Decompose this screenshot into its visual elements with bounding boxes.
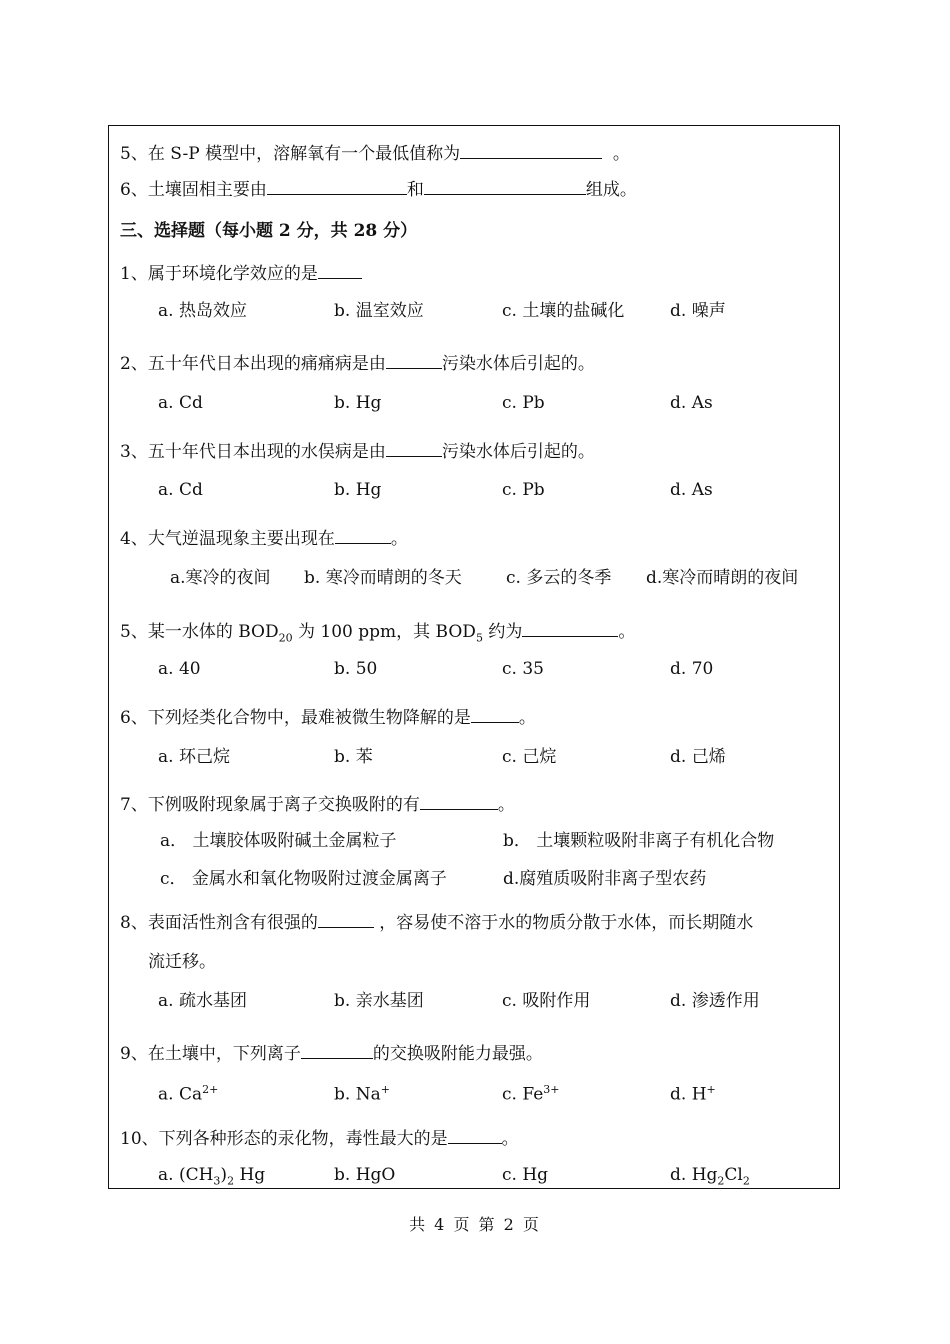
q6-option-b: b. 苯 (334, 747, 373, 767)
q3-option-b: b. Hg (334, 480, 382, 500)
q7-option-b: b． 土壤颗粒吸附非离子有机化合物 (503, 831, 775, 851)
q10-option-d: d. $Hg_2Cl_2$ (670, 1165, 750, 1188)
question-5: 5、某一水体的 $BOD_{20}$ 为 100 ppm，其 $BOD_5$ 约为 。 (120, 622, 636, 645)
question-8-continued: 流迁移。 (148, 952, 216, 972)
q9-option-b: b. Na+ (334, 1083, 390, 1105)
q8-option-c: c. 吸附作用 (502, 991, 591, 1011)
question-3: 3、五十年代日本出现的水俣病是由 污染水体后引起的。 (120, 442, 595, 462)
question-7: 7、下例吸附现象属于离子交换吸附的有 。 (120, 795, 515, 815)
q8-option-d: d. 渗透作用 (670, 991, 760, 1011)
q6-option-d: d. 己烯 (670, 747, 726, 767)
q4-option-c: c. 多云的冬季 (506, 568, 612, 588)
question-1: 1、属于环境化学效应的是 (120, 262, 362, 285)
q1-option-d: d. 噪声 (670, 301, 726, 321)
q7-option-d: d.腐殖质吸附非离子型农药 (503, 869, 707, 889)
q5-option-c: c. 35 (502, 659, 544, 679)
q6-option-a: a. 环己烷 (158, 747, 230, 767)
q10-option-b: b. HgO (334, 1165, 396, 1185)
q2-option-b: b. Hg (334, 393, 382, 413)
q5-option-d: d. 70 (670, 659, 714, 679)
q4-option-d: d.寒冷而晴朗的夜间 (646, 568, 799, 588)
q3-option-d: d. As (670, 480, 713, 500)
q8-option-b: b. 亲水基团 (334, 991, 424, 1011)
q8-option-a: a. 疏水基团 (158, 991, 247, 1011)
question-6: 6、下列烃类化合物中，最难被微生物降解的是 。 (120, 708, 536, 728)
question-4: 4、大气逆温现象主要出现在 。 (120, 529, 408, 549)
q2-option-a: a. Cd (158, 393, 203, 413)
q9-option-a: a. $Ca^{2+}$ (158, 1083, 219, 1105)
section-heading: 三、选择题（每小题 2 分，共 28 分） (120, 221, 418, 241)
q4-option-a: a.寒冷的夜间 (170, 568, 271, 588)
q4-option-b: b. 寒冷而晴朗的冬天 (304, 568, 462, 588)
q6-option-c: c. 己烷 (502, 747, 557, 767)
q2-option-c: c. Pb (502, 393, 545, 413)
question-9: 9、在土壤中，下列离子 的交换吸附能力最强。 (120, 1044, 543, 1064)
question-8: 8、表面活性剂含有很强的 ，容易使不溶于水的物质分散于水体，而长期随水 (120, 913, 754, 933)
q5-option-b: b. 50 (334, 659, 378, 679)
q7-option-c: c． 金属水和氧化物吸附过渡金属离子 (160, 869, 447, 889)
q5-option-a: a. 40 (158, 659, 201, 679)
q10-option-a: a. $(CH_3)_2$ Hg (158, 1165, 266, 1188)
question-10: 10、下列各种形态的汞化物，毒性最大的是 。 (120, 1129, 519, 1149)
q1-option-b: b. 温室效应 (334, 301, 424, 321)
q1-option-a: a. 热岛效应 (158, 301, 247, 321)
q3-option-c: c. Pb (502, 480, 545, 500)
q9-option-c: c. $Fe^{3+}$ (502, 1083, 560, 1105)
q1-option-c: c. 土壤的盐碱化 (502, 301, 625, 321)
q3-option-a: a. Cd (158, 480, 203, 500)
page-footer: 共 4 页 第 2 页 (409, 1215, 541, 1234)
q2-option-d: d. As (670, 393, 713, 413)
question-2: 2、五十年代日本出现的痛痛病是由 污染水体后引起的。 (120, 354, 595, 374)
fill-in-6: 6、土壤固相主要由 和 组成。 (120, 180, 637, 200)
fill-in-5: 5、在 S-P 模型中，溶解氧有一个最低值称为 。 (120, 144, 630, 164)
q7-option-a: a． 土壤胶体吸附碱土金属粒子 (160, 831, 397, 851)
q10-option-c: c. Hg (502, 1165, 549, 1185)
q9-option-d: d. H+ (670, 1083, 716, 1105)
